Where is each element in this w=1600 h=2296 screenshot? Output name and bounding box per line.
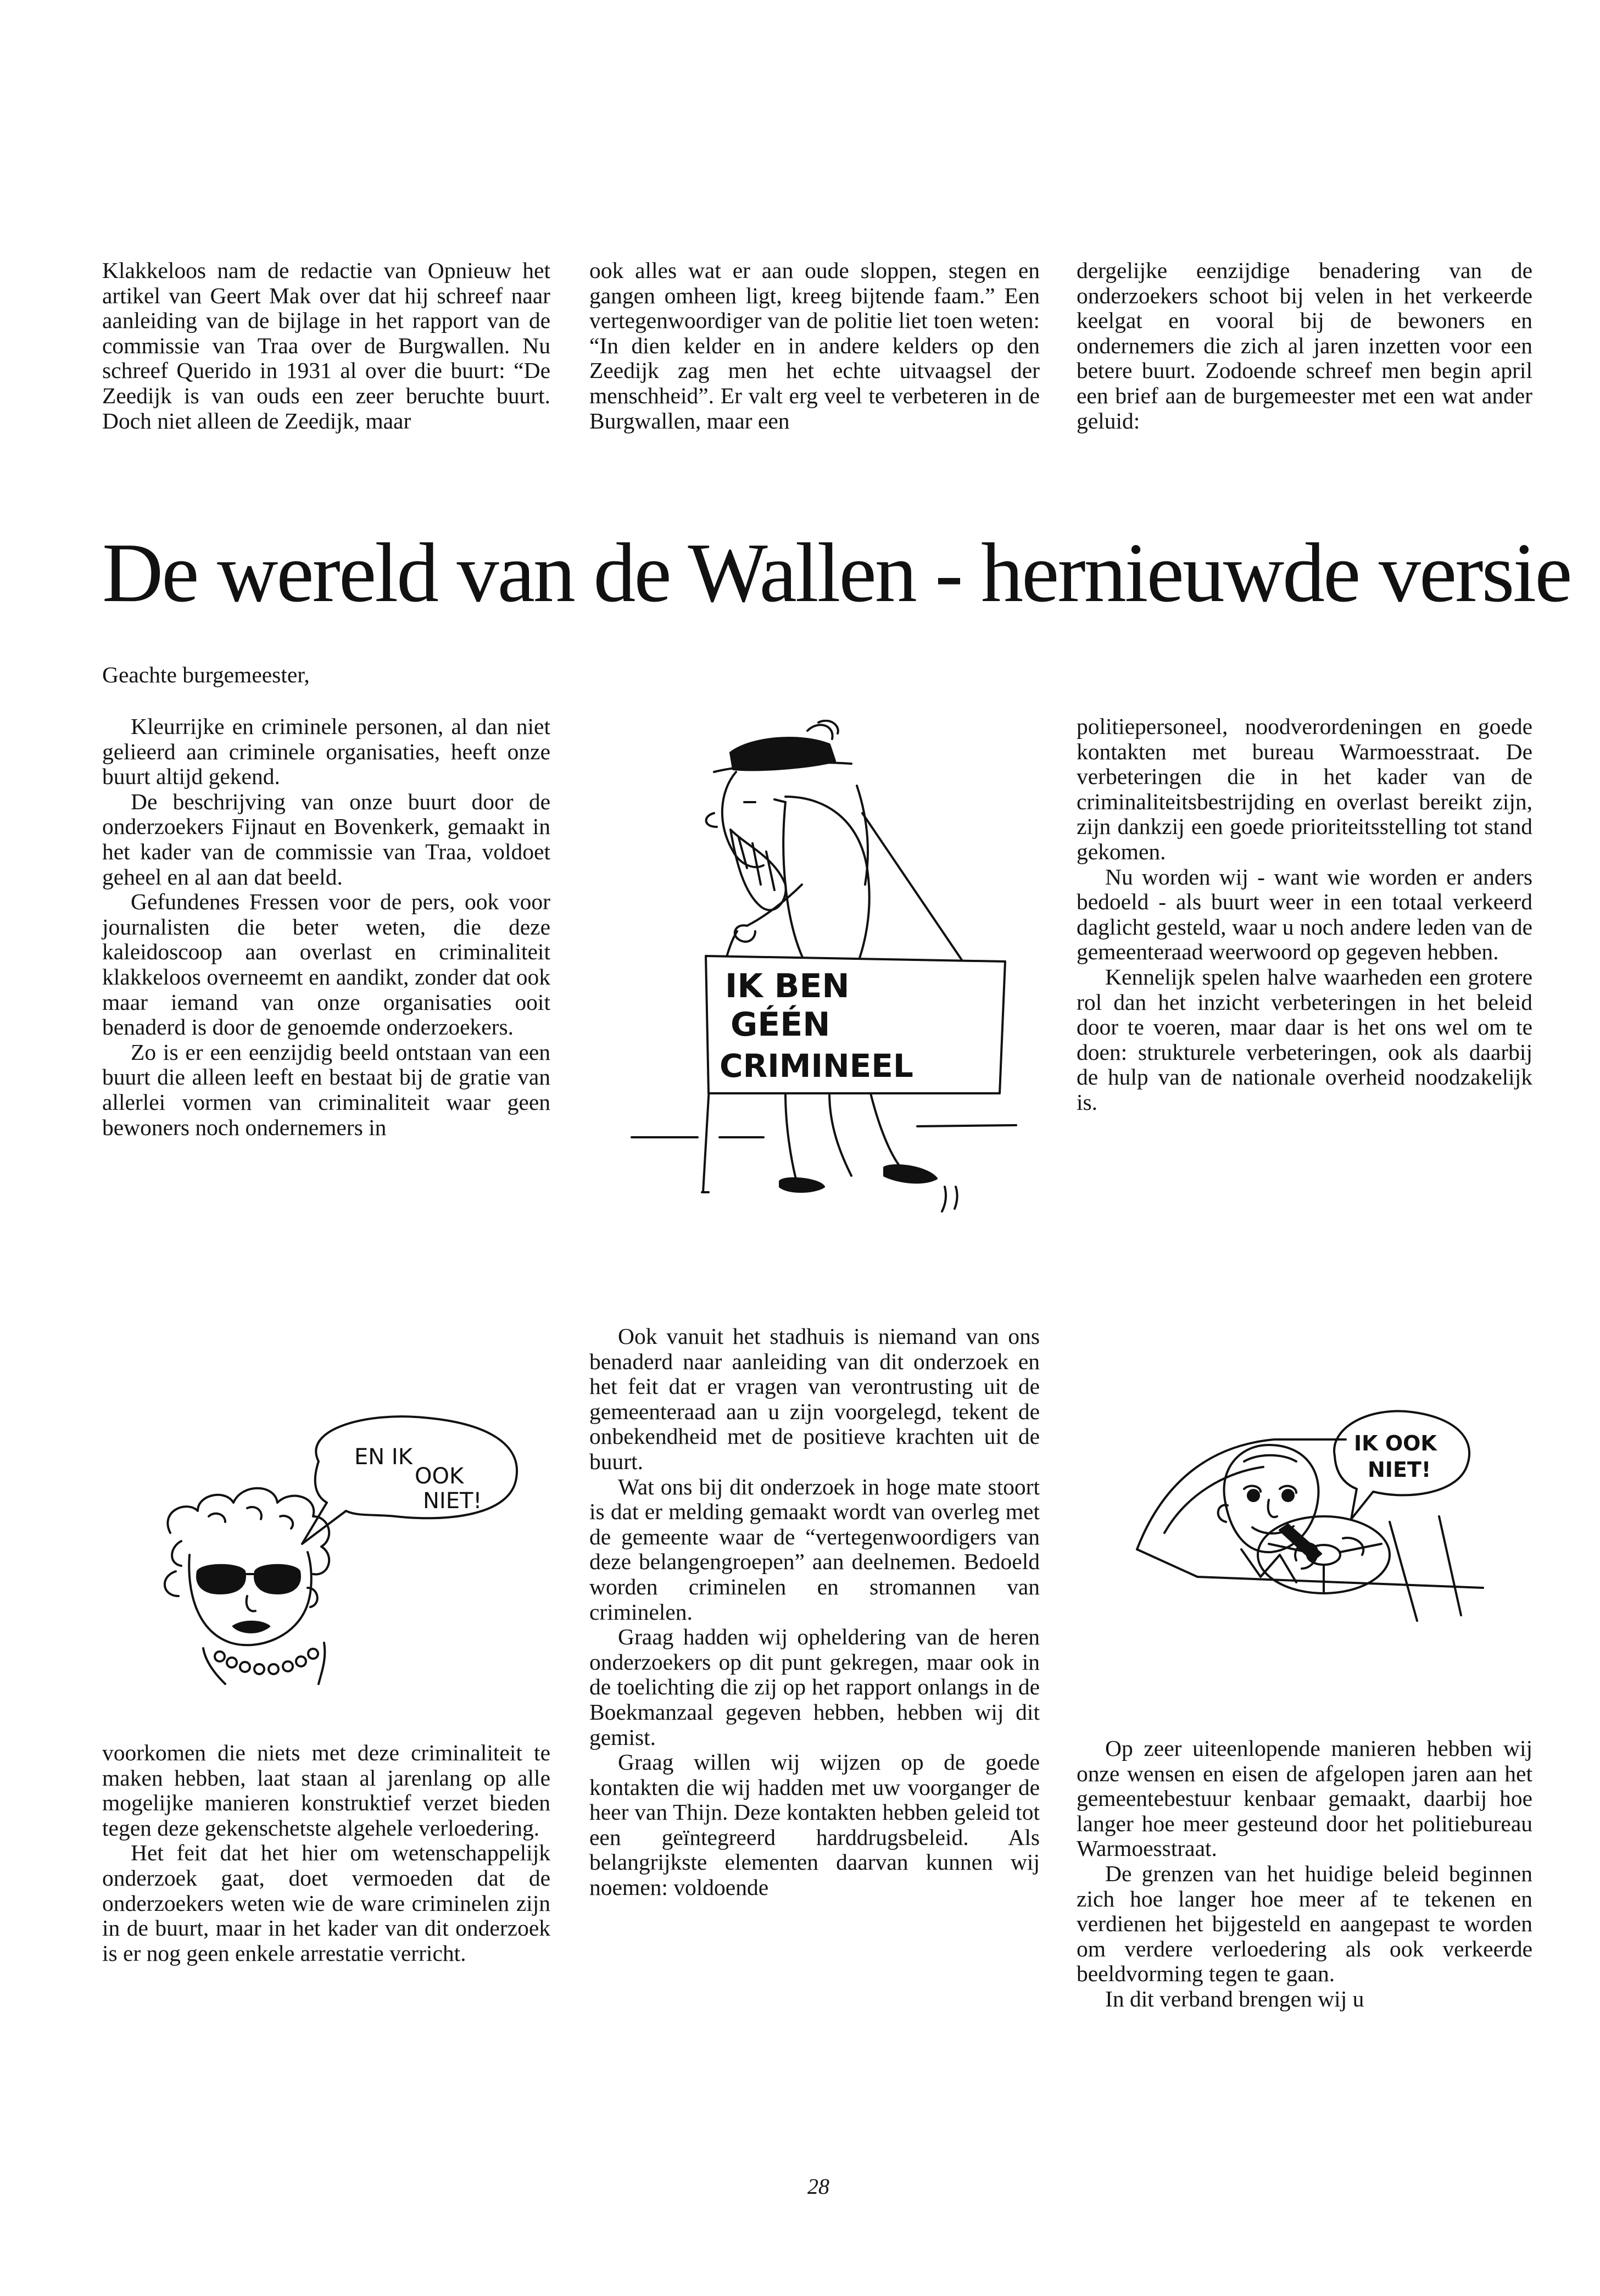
paragraph: Wat ons bij dit onderzoek in hoge mate stoort is dat er melding gemaakt wordt van overleg met de gemeente waar de “vertegenwoordigers van deze belangengroepen” aan deelnemen. Bedoeld worden criminelen en stromannen van criminelen. (589, 1474, 1040, 1625)
sign-line1: IK BEN (725, 967, 850, 1005)
driver-cartoon (1131, 1379, 1494, 1626)
paragraph: In dit verband brengen wij u (1105, 1986, 1364, 2011)
paragraph: Kennelijk spelen halve waarheden een grotere rol dan het inzicht verbeteringen in het beleid door te voeren, maar daar is het ons wel om te doen: strukturele verbeteringen, ook als daarbij de hulp van de nationale overheid noodzakelijk is. (1077, 964, 1532, 1115)
sign-line3: CRIMINEEL (720, 1047, 913, 1085)
paragraph: Kleurrijke en criminele personen, al dan niet gelieerd aan criminele organisaties, heeft onze buurt altijd gekend. (102, 714, 550, 790)
paragraph: Nu worden wij - want wie worden er anders bedoeld - als buurt weer in een totaal verkeerd daglicht gesteld, waar u noch andere leden van de gemeenteraad weerwoord op gegeven hebben. (1077, 864, 1532, 965)
paragraph: Op zeer uiteenlopende manieren hebben wij onze wensen en eisen de afgelopen jaren aan het gemeentebestuur kenbaar gemaakt, daarbij hoe langer hoe meer gesteund door het politiebureau Warmoesstraat. (1077, 1736, 1532, 1861)
letter-salutation: Geachte burgemeester, (102, 662, 310, 687)
top-column-3 (1077, 258, 1532, 433)
top-column-1 (102, 258, 550, 433)
letter-column-2 (589, 1324, 1040, 1900)
woman-sunglasses-cartoon (137, 1406, 566, 1692)
sign-line2: GÉÉN (731, 1005, 830, 1044)
page-number: 28 (807, 2174, 829, 2199)
paragraph: Ook vanuit het stadhuis is niemand van ons benaderd naar aanleiding van dit onderzoek en het feit dat er vragen van verontrusting uit de gemeenteraad aan u zijn voorgelegd, tekent de onbekendheid met de positieve krachten uit de buurt. (589, 1324, 1040, 1474)
top-column-2 (589, 258, 1040, 433)
letter-column-3-bottom (1077, 1736, 1532, 2012)
letter-column-3-top (1077, 714, 1532, 1115)
paragraph: Graag hadden wij opheldering van de heren onderzoekers op dit punt gekregen, maar ook in de toelichting die zij op het rapport onlangs in de Boekmanzaal gegeven hebben, hebben wij dit gemist. (589, 1624, 1040, 1750)
top-column-3-text: dergelijke eenzijdige benadering van de onderzoekers schoot bij velen in het verkeerde keelgat en vooral bij de bewoners en ondernemers die zich al jaren inzetten voor een betere buurt. Zodoende schreef men begin april een brief aan de burgemeester met een wat ander geluid: (1077, 258, 1532, 433)
paragraph: voorkomen die niets met deze criminaliteit te maken hebben, laat staan al jarenlang op alle mogelijke manieren konstruktief verzet bieden tegen deze gekenschetste algehele verloedering. (102, 1740, 550, 1841)
top-column-1-text: Klakkeloos nam de redactie van Opnieuw het artikel van Geert Mak over dat hij schreef naar aanleiding van de bijlage in het rapport van de commissie van Traa over de Burgwallen. Nu schreef Querido in 1931 al over die buurt: “De Zeedijk is van ouds een zeer beruchte buurt. Doch niet alleen de Zeedijk, maar (102, 258, 550, 433)
paragraph: politiepersoneel, noodverordeningen en goede kontakten met bureau Warmoesstraat. De verbeteringen die in het kader van de criminaliteitsbestrijding en overlast bereikt zijn, zijn dankzij een goede prioriteitsstelling tot stand gekomen. (1077, 714, 1532, 864)
woman-bubble-line2: OOK (415, 1464, 464, 1489)
paragraph: Zo is er een eenzijdig beeld ontstaan van een buurt die alleen leeft en bestaat bij de gratie van allerlei vormen van criminaliteit waar geen bewoners noch ondernemers in (102, 1039, 550, 1140)
paragraph: De grenzen van het huidige beleid beginnen zich hoe langer hoe meer af te tekenen en verdienen het bijgesteld en aangepast te worden om verdere verloedering als ook verkeerde beeldvorming tegen te gaan. (1077, 1860, 1532, 1987)
paragraph: Graag willen wij wijzen op de goede kontakten die wij hadden met uw voorganger de heer van Thijn. Deze kontakten hebben geleid tot een geïntegreerd harddrugsbeleid. Als belangrijkste elementen daarvan kunnen wij noemen: voldoende (589, 1749, 1040, 1900)
paragraph: De beschrijving van onze buurt door de onderzoekers Fijnaut en Bovenkerk, gemaakt in het kader van de commissie van Traa, voldoet geheel en al aan dat beeld. (102, 788, 550, 890)
paragraph: Gefundenes Fressen voor de pers, ook voor journalisten die beter weten, die deze kaleidoscoop aan overlast en criminaliteit klakkeloos overneemt en aandikt, zonder dat ook maar iemand van onze organisaties ooit benaderd is door de genoemde onderzoekers. (102, 889, 550, 1040)
letter-column-1-bottom (102, 1741, 550, 1966)
woman-bubble-line1: EN IK (354, 1444, 412, 1470)
driver-bubble-line2: NIET! (1368, 1458, 1431, 1482)
letter-column-1-top (102, 714, 550, 1140)
man-with-sign-cartoon (621, 720, 1027, 1231)
top-column-2-text: ook alles wat er aan oude sloppen, stegen en gangen omheen ligt, kreeg bijtende faam.” Een vertegenwoordiger van de politie liet toen weten: “In dien kelder en in andere kelders op den Zeedijk zag men het echte uitvaagsel der menschheid”. Er valt erg veel te verbeteren in de Burgwallen, maar een (589, 258, 1040, 433)
paragraph: Het feit dat het hier om wetenschappelijk onderzoek gaat, doet vermoeden dat de onderzoekers weten wie de ware criminelen zijn in de buurt, maar in het kader van dit onderzoek is er nog geen enkele arrestatie verricht. (102, 1840, 550, 1966)
woman-bubble-line3: NIET! (423, 1488, 482, 1514)
article-headline: De wereld van de Wallen - hernieuwde versie (102, 526, 1571, 620)
driver-bubble-line1: IK OOK (1354, 1431, 1437, 1455)
